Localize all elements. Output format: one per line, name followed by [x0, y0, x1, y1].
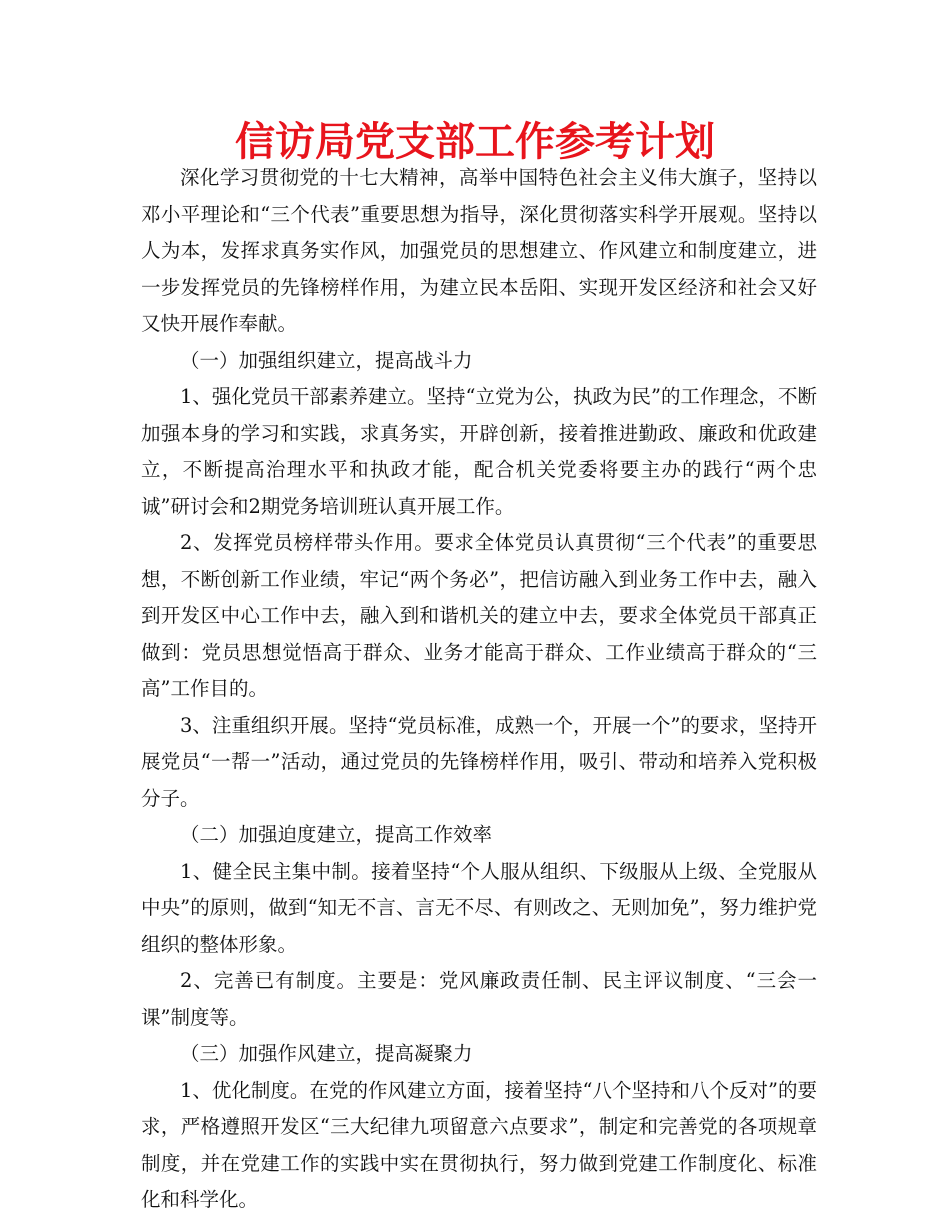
section-1-item-2: 2、发挥党员榜样带头作用。要求全体党员认真贯彻“三个代表”的重要思想，不断创新工作业绩，牢记“两个务必”，把信访融入到业务工作中去，融入到开发区中心工作中去，融入到和谐机关的建立中去，要求全体党员干部真正做到：党员思想觉悟高于群众、业务才能高于群众、工作业绩高于群众的“三高”工作目的。 [141, 531, 817, 700]
intro-paragraph: 深化学习贯彻党的十七大精神，高举中国特色社会主义伟大旗子，坚持以邓小平理论和“三个代表”重要思想为指导，深化贯彻落实科学开展观。坚持以人为本，发挥求真务实作风，加强党员的思想建立、作风建立和制度建立，进一步发挥党员的先锋榜样作用，为建立民本岳阳、实现开发区经济和社会又好又快开展作奉献。 [141, 166, 817, 335]
section-2-item-2: 2、完善已有制度。主要是：党风廉政责任制、民主评议制度、“三会一课”制度等。 [141, 969, 817, 1029]
document-title: 信访局党支部工作参考计划 [235, 119, 715, 165]
section-1-item-1: 1、强化党员干部素养建立。坚持“立党为公，执政为民”的工作理念，不断加强本身的学习和实践，求真务实，开辟创新，接着推进勤政、廉政和优政建立，不断提高治理水平和执政才能，配合机关党委将要主办的践行“两个忠诚”研讨会和2期党务培训班认真开展工作。 [141, 385, 817, 518]
document-body [141, 160, 817, 1219]
section-2-item-1: 1、健全民主集中制。接着坚持“个人服从组织、下级服从上级、全党服从中央”的原则，做到“知无不言、言无不尽、有则改之、无则加免”，努力维护党组织的整体形象。 [141, 859, 817, 956]
section-heading-3: （三）加强作风建立，提高凝聚力 [180, 1042, 473, 1065]
section-3-item-1: 1、优化制度。在党的作风建立方面，接着坚持“八个坚持和八个反对”的要求，严格遵照开发区“三大纪律九项留意六点要求”，制定和完善党的各项规章制度，并在党建工作的实践中实在贯彻执行，努力做到党建工作制度化、标准化和科学化。 [141, 1078, 817, 1211]
section-1-item-3: 3、注重组织开展。坚持“党员标准，成熟一个，开展一个”的要求，坚持开展党员“一帮一”活动，通过党员的先锋榜样作用，吸引、带动和培养入党积极分子。 [141, 713, 817, 810]
section-heading-2: （二）加强迫度建立，提高工作效率 [180, 823, 493, 846]
section-heading-1: （一）加强组织建立，提高战斗力 [180, 348, 473, 372]
